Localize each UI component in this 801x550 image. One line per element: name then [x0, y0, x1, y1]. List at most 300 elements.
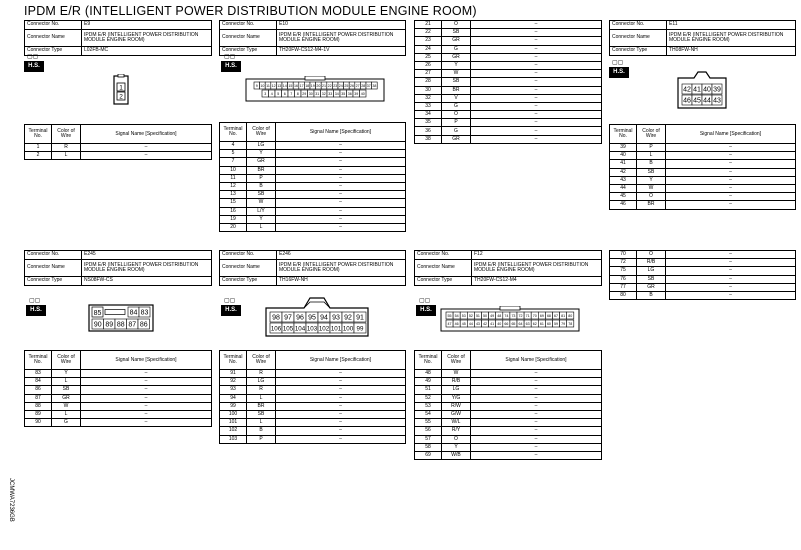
terminal-no-cell: 34	[415, 111, 442, 119]
table-row	[610, 259, 796, 267]
e10-pin-label: 39	[354, 92, 359, 97]
e245-pin-label: 89	[105, 321, 114, 329]
table-row	[220, 150, 406, 158]
signal-header: Signal Name [Specification]	[81, 125, 212, 144]
connector-e10	[219, 20, 406, 56]
terminal-no-cell: 43	[610, 176, 637, 184]
terminal-no-cell: 57	[415, 435, 442, 443]
terminal-no-cell: 20	[220, 223, 247, 231]
terminal-no-cell: 77	[610, 283, 637, 291]
signal-table-e246	[219, 350, 406, 444]
table-row	[415, 45, 602, 53]
wire-color-cell: GR	[442, 135, 471, 143]
f12-pin-label: 49	[490, 314, 495, 319]
f12-pin-label: 61	[539, 322, 544, 327]
connector-f12	[414, 250, 602, 286]
signal-name-cell: –	[666, 160, 796, 168]
e10-pin-label: 9	[255, 84, 258, 89]
wire-color-cell: SB	[637, 168, 666, 176]
hs-icon: ▢▢ H.S.	[221, 54, 241, 72]
hs-icon: ▢▢ H.S.	[609, 60, 629, 78]
terminal-no-cell: 100	[220, 410, 247, 418]
e10-pin-label: 19	[310, 84, 315, 89]
terminal-no-cell: 13	[220, 191, 247, 199]
signal-name-cell: –	[276, 215, 406, 223]
wire-color-cell: O	[442, 21, 471, 29]
hs-icon: ▢▢ H.S.	[26, 298, 46, 316]
connector-name-label: Connector Name	[25, 30, 82, 47]
e246-pin-label: 106	[270, 325, 282, 333]
connector-type-label: Connector Type	[25, 47, 82, 56]
connector-no-value: E246	[277, 251, 406, 260]
terminal-no-cell: 35	[415, 119, 442, 127]
terminal-no-cell: 40	[610, 152, 637, 160]
connector-e11	[609, 20, 796, 56]
wire-color-cell: BR	[637, 201, 666, 209]
terminal-no-cell: 83	[25, 370, 52, 378]
e246-pin-label: 91	[356, 314, 364, 322]
terminal-no-cell: 4	[220, 142, 247, 150]
wire-color-cell: BR	[247, 166, 276, 174]
signal-name-cell: –	[471, 70, 602, 78]
terminal-no-header: Terminal No.	[610, 125, 637, 144]
terminal-no-cell: 36	[415, 127, 442, 135]
connector-name-label: Connector Name	[415, 260, 472, 277]
connector-name-label: Connector Name	[25, 260, 82, 277]
terminal-no-cell: 103	[220, 435, 247, 443]
e245-pin-label: 86	[139, 321, 148, 329]
signal-name-cell: –	[276, 199, 406, 207]
f12-pin-label: 66	[504, 322, 509, 327]
connector-type-value: TH20FW-CS12-M4-1V	[277, 47, 406, 56]
e11-pin-label: 39	[713, 86, 721, 94]
table-row	[220, 427, 406, 435]
wire-color-cell: P	[637, 144, 666, 152]
terminal-no-cell: 80	[610, 291, 637, 299]
wire-color-cell: O	[637, 251, 666, 259]
e245-pin-label: 84	[129, 309, 138, 317]
signal-name-cell: –	[81, 370, 212, 378]
signal-name-cell: –	[666, 275, 796, 283]
table-row	[220, 199, 406, 207]
terminal-no-cell: 19	[220, 215, 247, 223]
signal-name-cell: –	[471, 378, 602, 386]
table-row	[610, 251, 796, 259]
signal-name-cell: –	[276, 402, 406, 410]
e11-pin-label: 44	[703, 97, 711, 105]
connector-no-label: Connector No.	[25, 251, 82, 260]
signal-name-cell: –	[666, 144, 796, 152]
wire-color-cell: GR	[637, 283, 666, 291]
terminal-no-cell: 21	[415, 21, 442, 29]
e10-pin-label: 32	[321, 92, 326, 97]
signal-header: Signal Name [Specification]	[666, 125, 796, 144]
signal-name-cell: –	[666, 184, 796, 192]
signal-name-cell: –	[471, 111, 602, 119]
e10-pin-label: 24	[338, 84, 343, 89]
connector-no-value: F12	[472, 251, 602, 260]
connector-no-label: Connector No.	[220, 21, 277, 30]
terminal-no-cell: 42	[610, 168, 637, 176]
e246-pin-label: 94	[320, 314, 328, 322]
connector-e9-diagram	[112, 74, 130, 106]
e10-pin-label: 8	[296, 92, 299, 97]
f12-pin-label: 80	[568, 314, 573, 319]
wire-color-cell: R/B	[442, 378, 471, 386]
hs-icon: ▢▢ H.S.	[24, 54, 44, 72]
signal-name-cell: –	[471, 370, 602, 378]
terminal-no-cell: 101	[220, 419, 247, 427]
terminal-no-cell: 44	[610, 184, 637, 192]
signal-name-cell: –	[276, 410, 406, 418]
wire-color-cell: Y	[247, 150, 276, 158]
terminal-no-cell: 52	[415, 394, 442, 402]
e246-pin-label: 103	[306, 325, 318, 333]
terminal-no-cell: 1	[25, 144, 52, 152]
wire-color-cell: R/B	[637, 259, 666, 267]
f12-pin-label: 68	[546, 314, 551, 319]
signal-name-cell: –	[471, 102, 602, 110]
signal-name-cell: –	[276, 207, 406, 215]
hs-icon: ▢▢ H.S.	[416, 298, 436, 316]
e10-pin-label: 13	[277, 84, 282, 89]
terminal-no-cell: 24	[415, 45, 442, 53]
hs-icon: ▢▢ H.S.	[221, 298, 241, 316]
connector-type-value: TH16FW-NH	[277, 277, 406, 286]
signal-table-f12-continued	[609, 250, 796, 300]
wire-color-cell: Y	[442, 443, 471, 451]
terminal-no-cell: 48	[415, 370, 442, 378]
table-row	[610, 275, 796, 283]
e10-pin-label: 34	[334, 92, 339, 97]
connector-type-label: Connector Type	[610, 47, 667, 56]
terminal-no-cell: 2	[25, 152, 52, 160]
signal-name-cell: –	[471, 86, 602, 94]
signal-name-cell: –	[81, 144, 212, 152]
terminal-no-cell: 51	[415, 386, 442, 394]
e246-pin-label: 98	[272, 314, 280, 322]
terminal-no-cell: 102	[220, 427, 247, 435]
signal-name-cell: –	[276, 158, 406, 166]
terminal-no-cell: 99	[220, 402, 247, 410]
terminal-no-header: Terminal No.	[415, 351, 442, 370]
f12-pin-label: 40	[497, 322, 502, 327]
connector-e245-diagram	[88, 304, 154, 332]
f12-pin-label: 78	[568, 322, 573, 327]
wire-color-cell: G/W	[442, 410, 471, 418]
f12-pin-label: 70	[532, 314, 537, 319]
e10-pin-label: 18	[305, 84, 310, 89]
terminal-no-cell: 45	[610, 193, 637, 201]
wire-color-cell: W	[637, 184, 666, 192]
table-row	[220, 182, 406, 190]
signal-name-cell: –	[471, 410, 602, 418]
wire-color-cell: L	[247, 419, 276, 427]
table-row	[220, 174, 406, 182]
wire-color-cell: LG	[247, 142, 276, 150]
wire-color-cell: GR	[442, 53, 471, 61]
table-row	[25, 144, 212, 152]
wire-color-cell: P	[247, 435, 276, 443]
e10-pin-label: 26	[350, 84, 354, 89]
f12-pin-label: 60	[546, 322, 551, 327]
table-row	[220, 435, 406, 443]
signal-table-e10-continued	[414, 20, 602, 144]
table-row	[25, 394, 212, 402]
terminal-no-cell: 12	[220, 182, 247, 190]
f12-pin-label: 45	[461, 322, 466, 327]
f12-pin-label: 65	[511, 322, 516, 327]
wire-color-cell: V	[442, 94, 471, 102]
signal-name-cell: –	[471, 386, 602, 394]
signal-name-cell: –	[471, 394, 602, 402]
terminal-no-cell: 75	[610, 267, 637, 275]
signal-name-cell: –	[81, 410, 212, 418]
terminal-no-cell: 90	[25, 419, 52, 427]
wire-color-cell: L	[247, 394, 276, 402]
terminal-no-cell: 26	[415, 61, 442, 69]
e10-pin-label: 15	[288, 84, 293, 89]
connector-e10-diagram	[245, 76, 385, 102]
signal-name-cell: –	[666, 168, 796, 176]
connector-f12-diagram	[440, 306, 580, 332]
terminal-no-header: Terminal No.	[25, 125, 52, 144]
e10-pin-label: 37	[366, 84, 371, 89]
signal-name-cell: –	[471, 402, 602, 410]
table-row	[25, 378, 212, 386]
terminal-no-cell: 27	[415, 70, 442, 78]
signal-header: Signal Name [Specification]	[81, 351, 212, 370]
wire-color-cell: Y	[52, 370, 81, 378]
wire-color-cell: W	[247, 199, 276, 207]
e245-pin-label: 85	[93, 310, 102, 317]
wire-color-cell: G	[442, 45, 471, 53]
wire-color-cell: GR	[442, 37, 471, 45]
signal-name-cell: –	[471, 53, 602, 61]
signal-name-cell: –	[471, 29, 602, 37]
signal-name-cell: –	[471, 78, 602, 86]
signal-table-f12	[414, 350, 602, 460]
f12-pin-label: 64	[518, 322, 523, 327]
table-row	[25, 386, 212, 394]
wire-color-cell: BR	[247, 402, 276, 410]
wire-color-cell: O	[442, 111, 471, 119]
e10-pin-label: 30	[308, 92, 313, 97]
signal-header: Signal Name [Specification]	[276, 123, 406, 142]
e245-pin-label: 90	[93, 321, 102, 329]
e10-pin-label: 36	[347, 92, 352, 97]
signal-name-cell: –	[471, 45, 602, 53]
e10-pin-label: 5	[277, 92, 280, 97]
signal-name-cell: –	[276, 166, 406, 174]
table-row	[610, 168, 796, 176]
signal-header: Signal Name [Specification]	[471, 351, 602, 370]
terminal-no-cell: 55	[415, 419, 442, 427]
signal-name-cell: –	[276, 386, 406, 394]
connector-type-value: TH20FW-CS12-M4	[472, 277, 602, 286]
wire-color-cell: SB	[52, 386, 81, 394]
terminal-no-cell: 46	[610, 201, 637, 209]
table-row	[220, 370, 406, 378]
terminal-no-cell: 58	[415, 443, 442, 451]
signal-name-cell: –	[666, 259, 796, 267]
f12-pin-label: 59	[554, 322, 559, 327]
e9-pin-2: 2	[119, 93, 123, 101]
terminal-no-cell: 54	[415, 410, 442, 418]
connector-name-value: IPDM E/R (INTELLIGENT POWER DISTRIBUTION MODULE ENGINE ROOM)	[667, 30, 796, 47]
table-row	[220, 378, 406, 386]
e11-pin-label: 46	[683, 97, 691, 105]
connector-name-value: IPDM E/R (INTELLIGENT POWER DISTRIBUTION MODULE ENGINE ROOM)	[82, 260, 212, 277]
signal-name-cell: –	[471, 127, 602, 135]
terminal-no-cell: 23	[415, 37, 442, 45]
signal-name-cell: –	[81, 378, 212, 386]
f12-pin-label: 71	[525, 314, 530, 319]
e10-pin-label: 7	[290, 92, 293, 97]
terminal-no-cell: 93	[220, 386, 247, 394]
e245-pin-label: 87	[128, 321, 137, 329]
wire-color-cell: SB	[637, 275, 666, 283]
wire-color-cell: G	[442, 102, 471, 110]
signal-header: Signal Name [Specification]	[276, 351, 406, 370]
connector-no-label: Connector No.	[415, 251, 472, 260]
signal-name-cell: –	[276, 174, 406, 182]
e10-pin-label: 22	[327, 84, 332, 89]
table-row	[610, 193, 796, 201]
e246-pin-label: 95	[308, 314, 316, 322]
signal-name-cell: –	[471, 61, 602, 69]
table-row	[220, 223, 406, 231]
table-row	[220, 215, 406, 223]
terminal-no-cell: 28	[415, 78, 442, 86]
table-row	[610, 267, 796, 275]
table-row	[415, 370, 602, 378]
e11-pin-label: 43	[713, 97, 721, 105]
e10-pin-label: 27	[355, 84, 360, 89]
terminal-no-cell: 39	[610, 144, 637, 152]
wire-color-cell: B	[247, 182, 276, 190]
table-row	[25, 410, 212, 418]
table-row	[415, 86, 602, 94]
f12-pin-label: 50	[483, 314, 488, 319]
terminal-no-cell: 91	[220, 370, 247, 378]
wire-color-cell: L	[52, 152, 81, 160]
signal-name-cell: –	[666, 193, 796, 201]
connector-no-value: E245	[82, 251, 212, 260]
wire-color-cell: SB	[247, 410, 276, 418]
table-row	[415, 435, 602, 443]
signal-name-cell: –	[81, 152, 212, 160]
table-row	[220, 386, 406, 394]
e246-pin-label: 105	[282, 325, 294, 333]
f12-pin-label: 63	[525, 322, 530, 327]
wire-color-cell: SB	[442, 29, 471, 37]
e246-pin-label: 93	[332, 314, 340, 322]
connector-type-label: Connector Type	[220, 277, 277, 286]
connector-type-value: TH08FW-NH	[667, 47, 796, 56]
table-row	[610, 160, 796, 168]
wire-color-cell: B	[637, 160, 666, 168]
e9-pin-1: 1	[119, 84, 123, 92]
table-row	[415, 378, 602, 386]
table-row	[220, 191, 406, 199]
e10-pin-label: 31	[315, 92, 320, 97]
connector-type-value: L02FB-MC	[82, 47, 212, 56]
connector-type-label: Connector Type	[25, 277, 82, 286]
signal-name-cell: –	[666, 291, 796, 299]
connector-type-label: Connector Type	[220, 47, 277, 56]
terminal-no-cell: 16	[220, 207, 247, 215]
terminal-no-cell: 86	[25, 386, 52, 394]
connector-name-value: IPDM E/R (INTELLIGENT POWER DISTRIBUTION MODULE ENGINE ROOM)	[277, 30, 406, 47]
e10-pin-label: 12	[271, 84, 276, 89]
wire-color-cell: LG	[247, 378, 276, 386]
wire-color-cell: W	[442, 70, 471, 78]
f12-pin-label: 62	[532, 322, 537, 327]
f12-pin-label: 42	[483, 322, 488, 327]
signal-name-cell: –	[666, 267, 796, 275]
terminal-no-cell: 7	[220, 158, 247, 166]
wire-color-cell: R/W	[442, 402, 471, 410]
terminal-no-cell: 89	[25, 410, 52, 418]
table-row	[220, 410, 406, 418]
signal-name-cell: –	[471, 443, 602, 451]
f12-pin-label: 74	[504, 314, 509, 319]
f12-pin-label: 43	[475, 322, 480, 327]
table-row	[610, 144, 796, 152]
wire-color-cell: LG	[442, 386, 471, 394]
terminal-no-cell: 38	[415, 135, 442, 143]
connector-name-label: Connector Name	[220, 260, 277, 277]
table-row	[415, 53, 602, 61]
e246-pin-label: 100	[342, 325, 354, 333]
table-row	[415, 119, 602, 127]
terminal-no-cell: 22	[415, 29, 442, 37]
wire-color-cell: L	[52, 410, 81, 418]
connector-name-value: IPDM E/R (INTELLIGENT POWER DISTRIBUTION MODULE ENGINE ROOM)	[82, 30, 212, 47]
e10-pin-label: 20	[316, 84, 321, 89]
e10-pin-label: 38	[372, 84, 377, 89]
wire-color-cell: Y/G	[442, 394, 471, 402]
e10-pin-label: 21	[322, 84, 326, 89]
side-code: JCMWA7236GB	[8, 478, 14, 522]
signal-name-cell: –	[666, 176, 796, 184]
signal-name-cell: –	[276, 150, 406, 158]
wire-color-cell: W	[442, 370, 471, 378]
wire-color-cell: L	[637, 152, 666, 160]
signal-table-e11	[609, 124, 796, 210]
color-header: Color of Wire	[637, 125, 666, 144]
wire-color-cell: W	[52, 402, 81, 410]
wire-color-cell: SB	[442, 78, 471, 86]
signal-name-cell: –	[276, 427, 406, 435]
table-row	[415, 135, 602, 143]
table-row	[415, 427, 602, 435]
wire-color-cell: B	[247, 427, 276, 435]
terminal-no-cell: 15	[220, 199, 247, 207]
terminal-no-cell: 69	[415, 451, 442, 459]
connector-no-label: Connector No.	[220, 251, 277, 260]
wire-color-cell: GR	[52, 394, 81, 402]
connector-type-value: NS08FW-CS	[82, 277, 212, 286]
connector-type-label: Connector Type	[415, 277, 472, 286]
wire-color-cell: W/L	[442, 419, 471, 427]
e246-pin-label: 101	[330, 325, 342, 333]
table-row	[415, 94, 602, 102]
wire-color-cell: SB	[247, 191, 276, 199]
f12-pin-label: 53	[461, 314, 466, 319]
e11-pin-label: 41	[693, 86, 701, 94]
